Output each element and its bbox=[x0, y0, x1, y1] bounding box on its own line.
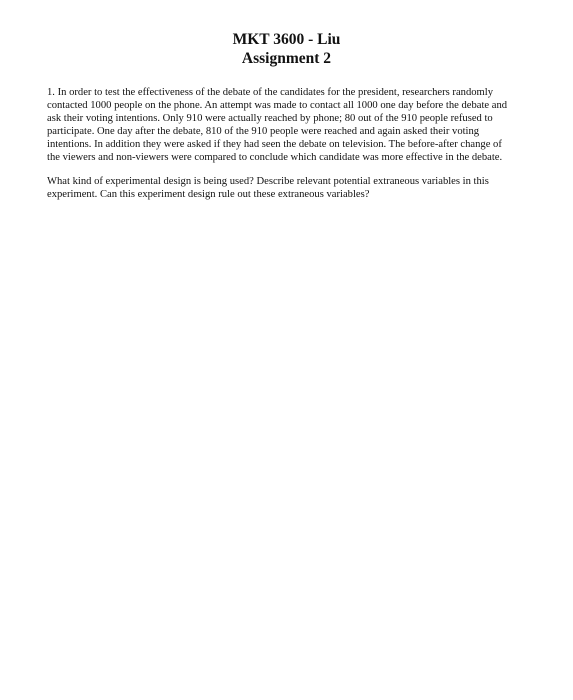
prompt-paragraph: What kind of experimental design is being used? Describe relevant potential extraneous variables in this experiment. Can this experiment design rule out these extraneous variables? bbox=[47, 176, 489, 201]
assignment-title: Assignment 2 bbox=[241, 50, 332, 67]
document-body bbox=[47, 87, 517, 214]
question-paragraph: 1. In order to test the effectiveness of the debate of the candidates for the president, researchers randomly contacted 1000 people on the phone. An attempt was made to contact all 1000 one day before the debate and ask their voting intentions. Only 910 were actually reached by phone; 80 out of the 910 people refused to participate. One day after the debate, 810 of the 910 people were reached and again asked their voting intentions. In addition they were asked if they had seen the debate on television. The before-after change of the viewers and non-viewers were compared to conclude which candidate was more effective in the debate. bbox=[47, 87, 508, 163]
document-title bbox=[0, 30, 573, 68]
course-title: MKT 3600 - Liu bbox=[232, 31, 341, 48]
